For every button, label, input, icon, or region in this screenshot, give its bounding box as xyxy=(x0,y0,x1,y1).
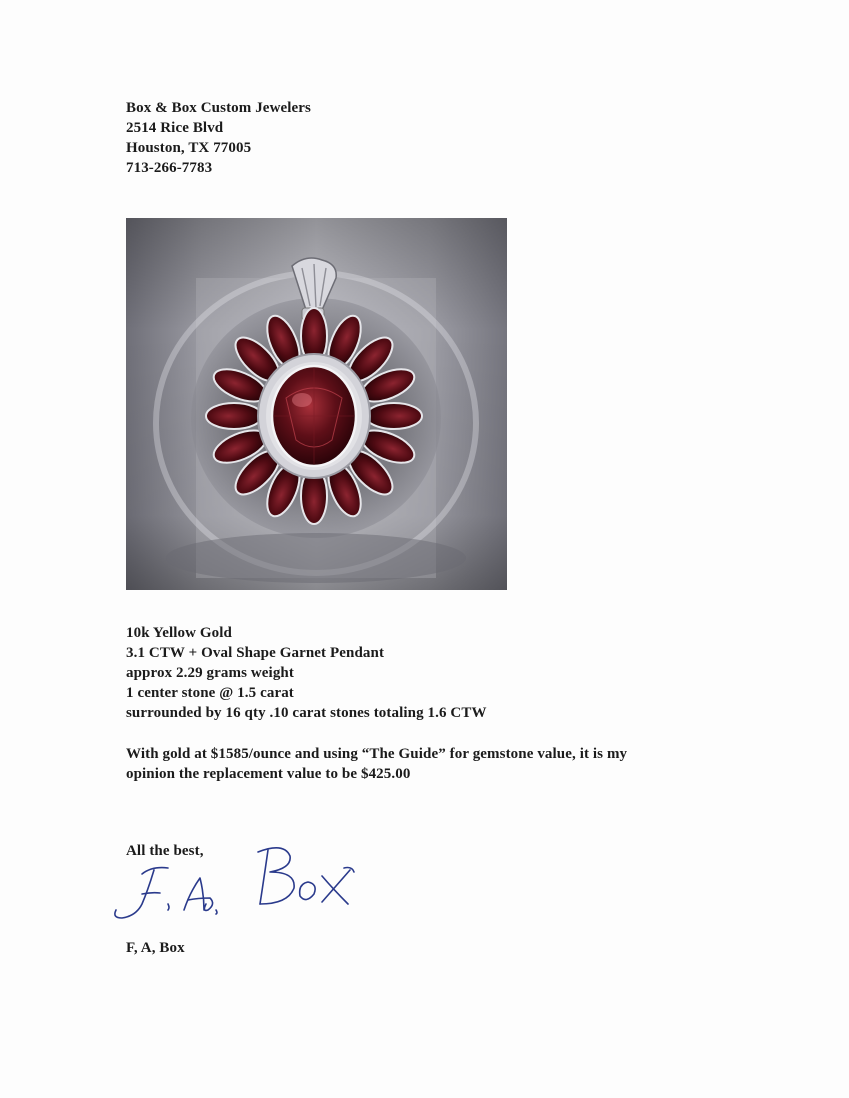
detail-accent-stones: surrounded by 16 qty .10 carat stones totaling 1.6 CTW xyxy=(126,705,487,721)
signer-name: F, A, Box xyxy=(126,940,185,956)
company-city: Houston, TX 77005 xyxy=(126,140,252,156)
detail-center-stone: 1 center stone @ 1.5 carat xyxy=(126,685,294,701)
detail-description: 3.1 CTW + Oval Shape Garnet Pendant xyxy=(126,645,385,661)
company-phone: 713-266-7783 xyxy=(126,160,213,176)
appraisal-line-2: opinion the replacement value to be $425.00 xyxy=(126,766,411,782)
closing-salutation: All the best, xyxy=(126,843,204,859)
detail-weight: approx 2.29 grams weight xyxy=(126,665,294,681)
appraisal-line-1: With gold at $1585/ounce and using “The Guide” for gemstone value, it is my xyxy=(126,746,628,762)
company-street: 2514 Rice Blvd xyxy=(126,120,224,136)
handwritten-signature xyxy=(108,838,360,930)
pendant-photo xyxy=(126,218,507,590)
detail-metal: 10k Yellow Gold xyxy=(126,625,232,641)
company-name: Box & Box Custom Jewelers xyxy=(126,100,311,116)
garnet-pendant-icon xyxy=(126,218,507,590)
